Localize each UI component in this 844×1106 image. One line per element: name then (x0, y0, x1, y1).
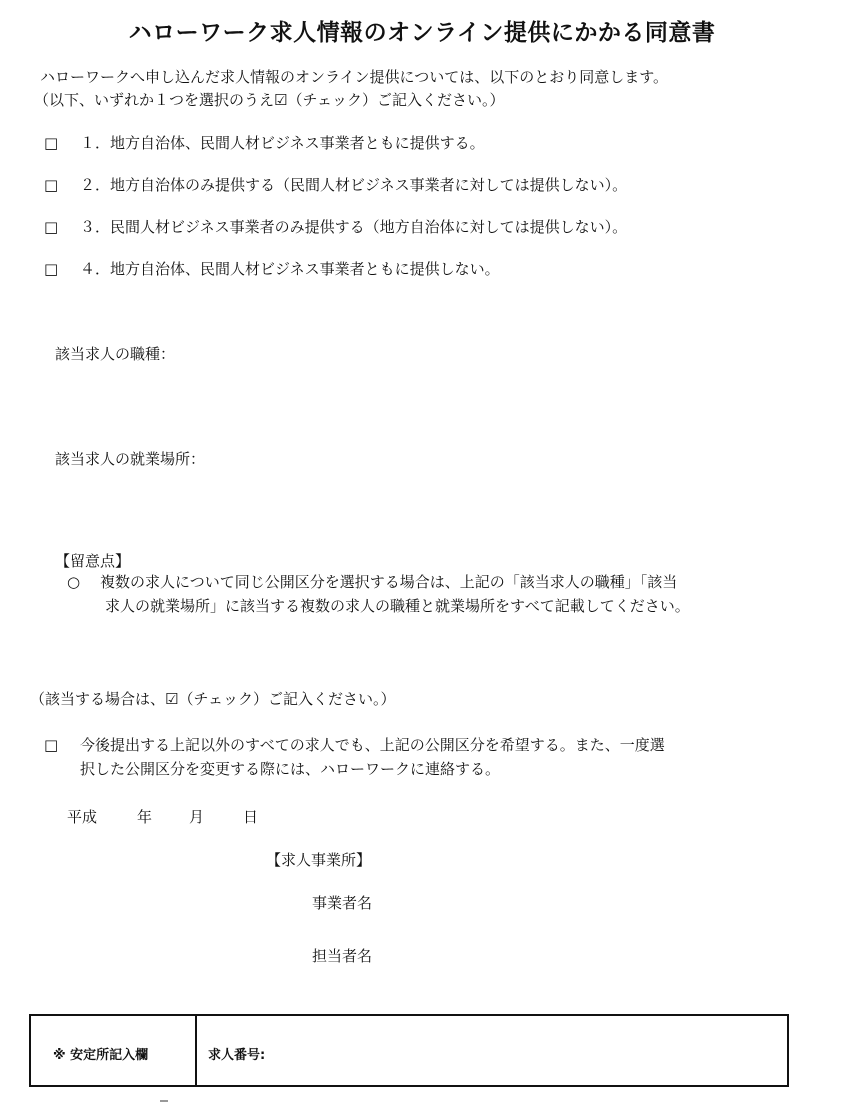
option-4[interactable] (44, 258, 500, 279)
checkbox-icon[interactable]: □ (44, 134, 59, 152)
page-edge-mark (160, 1100, 168, 1102)
note-line-1: 複数の求人について同じ公開区分を選択する場合は、上記の「該当求人の職種」「該当 (100, 573, 678, 591)
future-heading: （該当する場合は、☑（チェック）ご記入ください。） (30, 690, 396, 708)
option-1[interactable] (44, 132, 485, 153)
checkbox-icon[interactable]: □ (44, 736, 59, 754)
option-number: １． (80, 134, 111, 152)
circle-icon: ○ (67, 573, 81, 591)
checkbox-icon[interactable]: □ (44, 176, 59, 194)
date-month: 月 (189, 808, 205, 826)
option-number: ４． (80, 260, 111, 278)
date-year: 年 (137, 808, 153, 826)
intro-line-1: ハローワークへ申し込んだ求人情報のオンライン提供については、以下のとおり同意します。 (40, 68, 669, 86)
option-number: ２． (80, 176, 111, 194)
note-item (67, 570, 807, 618)
option-2[interactable] (44, 174, 627, 195)
option-text: 地方自治体、民間人材ビジネス事業者ともに提供する。 (110, 134, 485, 152)
table-divider (195, 1016, 197, 1085)
office-use-table (29, 1014, 789, 1087)
option-text: 民間人材ビジネス事業者のみ提供する（地方自治体に対しては提供しない）。 (110, 218, 628, 236)
contact-name-field[interactable]: 担当者名 (312, 947, 373, 965)
office-use-label: ※ 安定所記入欄 (53, 1048, 149, 1063)
office-heading: 【求人事業所】 (266, 851, 372, 869)
checkbox-icon[interactable]: □ (44, 218, 59, 236)
option-3[interactable] (44, 216, 627, 237)
document-title: ハローワーク求人情報のオンライン提供にかかる同意書 (128, 20, 716, 46)
future-line-2: 択した公開区分を変更する際には、ハローワークに連絡する。 (80, 760, 501, 778)
date-era: 平成 (67, 808, 98, 826)
future-line-1: 今後提出する上記以外のすべての求人でも、上記の公開区分を希望する。また、一度選 (80, 736, 665, 754)
option-number: ３． (80, 218, 111, 236)
work-location-field[interactable]: 該当求人の就業場所： (55, 450, 206, 468)
checkbox-icon[interactable]: □ (44, 260, 59, 278)
job-type-field[interactable]: 該当求人の職種： (55, 345, 176, 363)
job-number-field[interactable]: 求人番号: (208, 1048, 266, 1063)
date-day: 日 (243, 808, 259, 826)
notes-heading: 【留意点】 (55, 552, 131, 570)
option-text: 地方自治体のみ提供する（民間人材ビジネス事業者に対しては提供しない）。 (110, 176, 628, 194)
option-text: 地方自治体、民間人材ビジネス事業者ともに提供しない。 (110, 260, 500, 278)
note-line-2: 求人の就業場所」に該当する複数の求人の職種と就業場所をすべて記載してください。 (105, 597, 690, 615)
intro-line-2: （以下、いずれか１つを選択のうえ☑（チェック）ご記入ください。） (34, 91, 505, 109)
business-name-field[interactable]: 事業者名 (312, 894, 373, 912)
future-option[interactable] (44, 733, 804, 781)
